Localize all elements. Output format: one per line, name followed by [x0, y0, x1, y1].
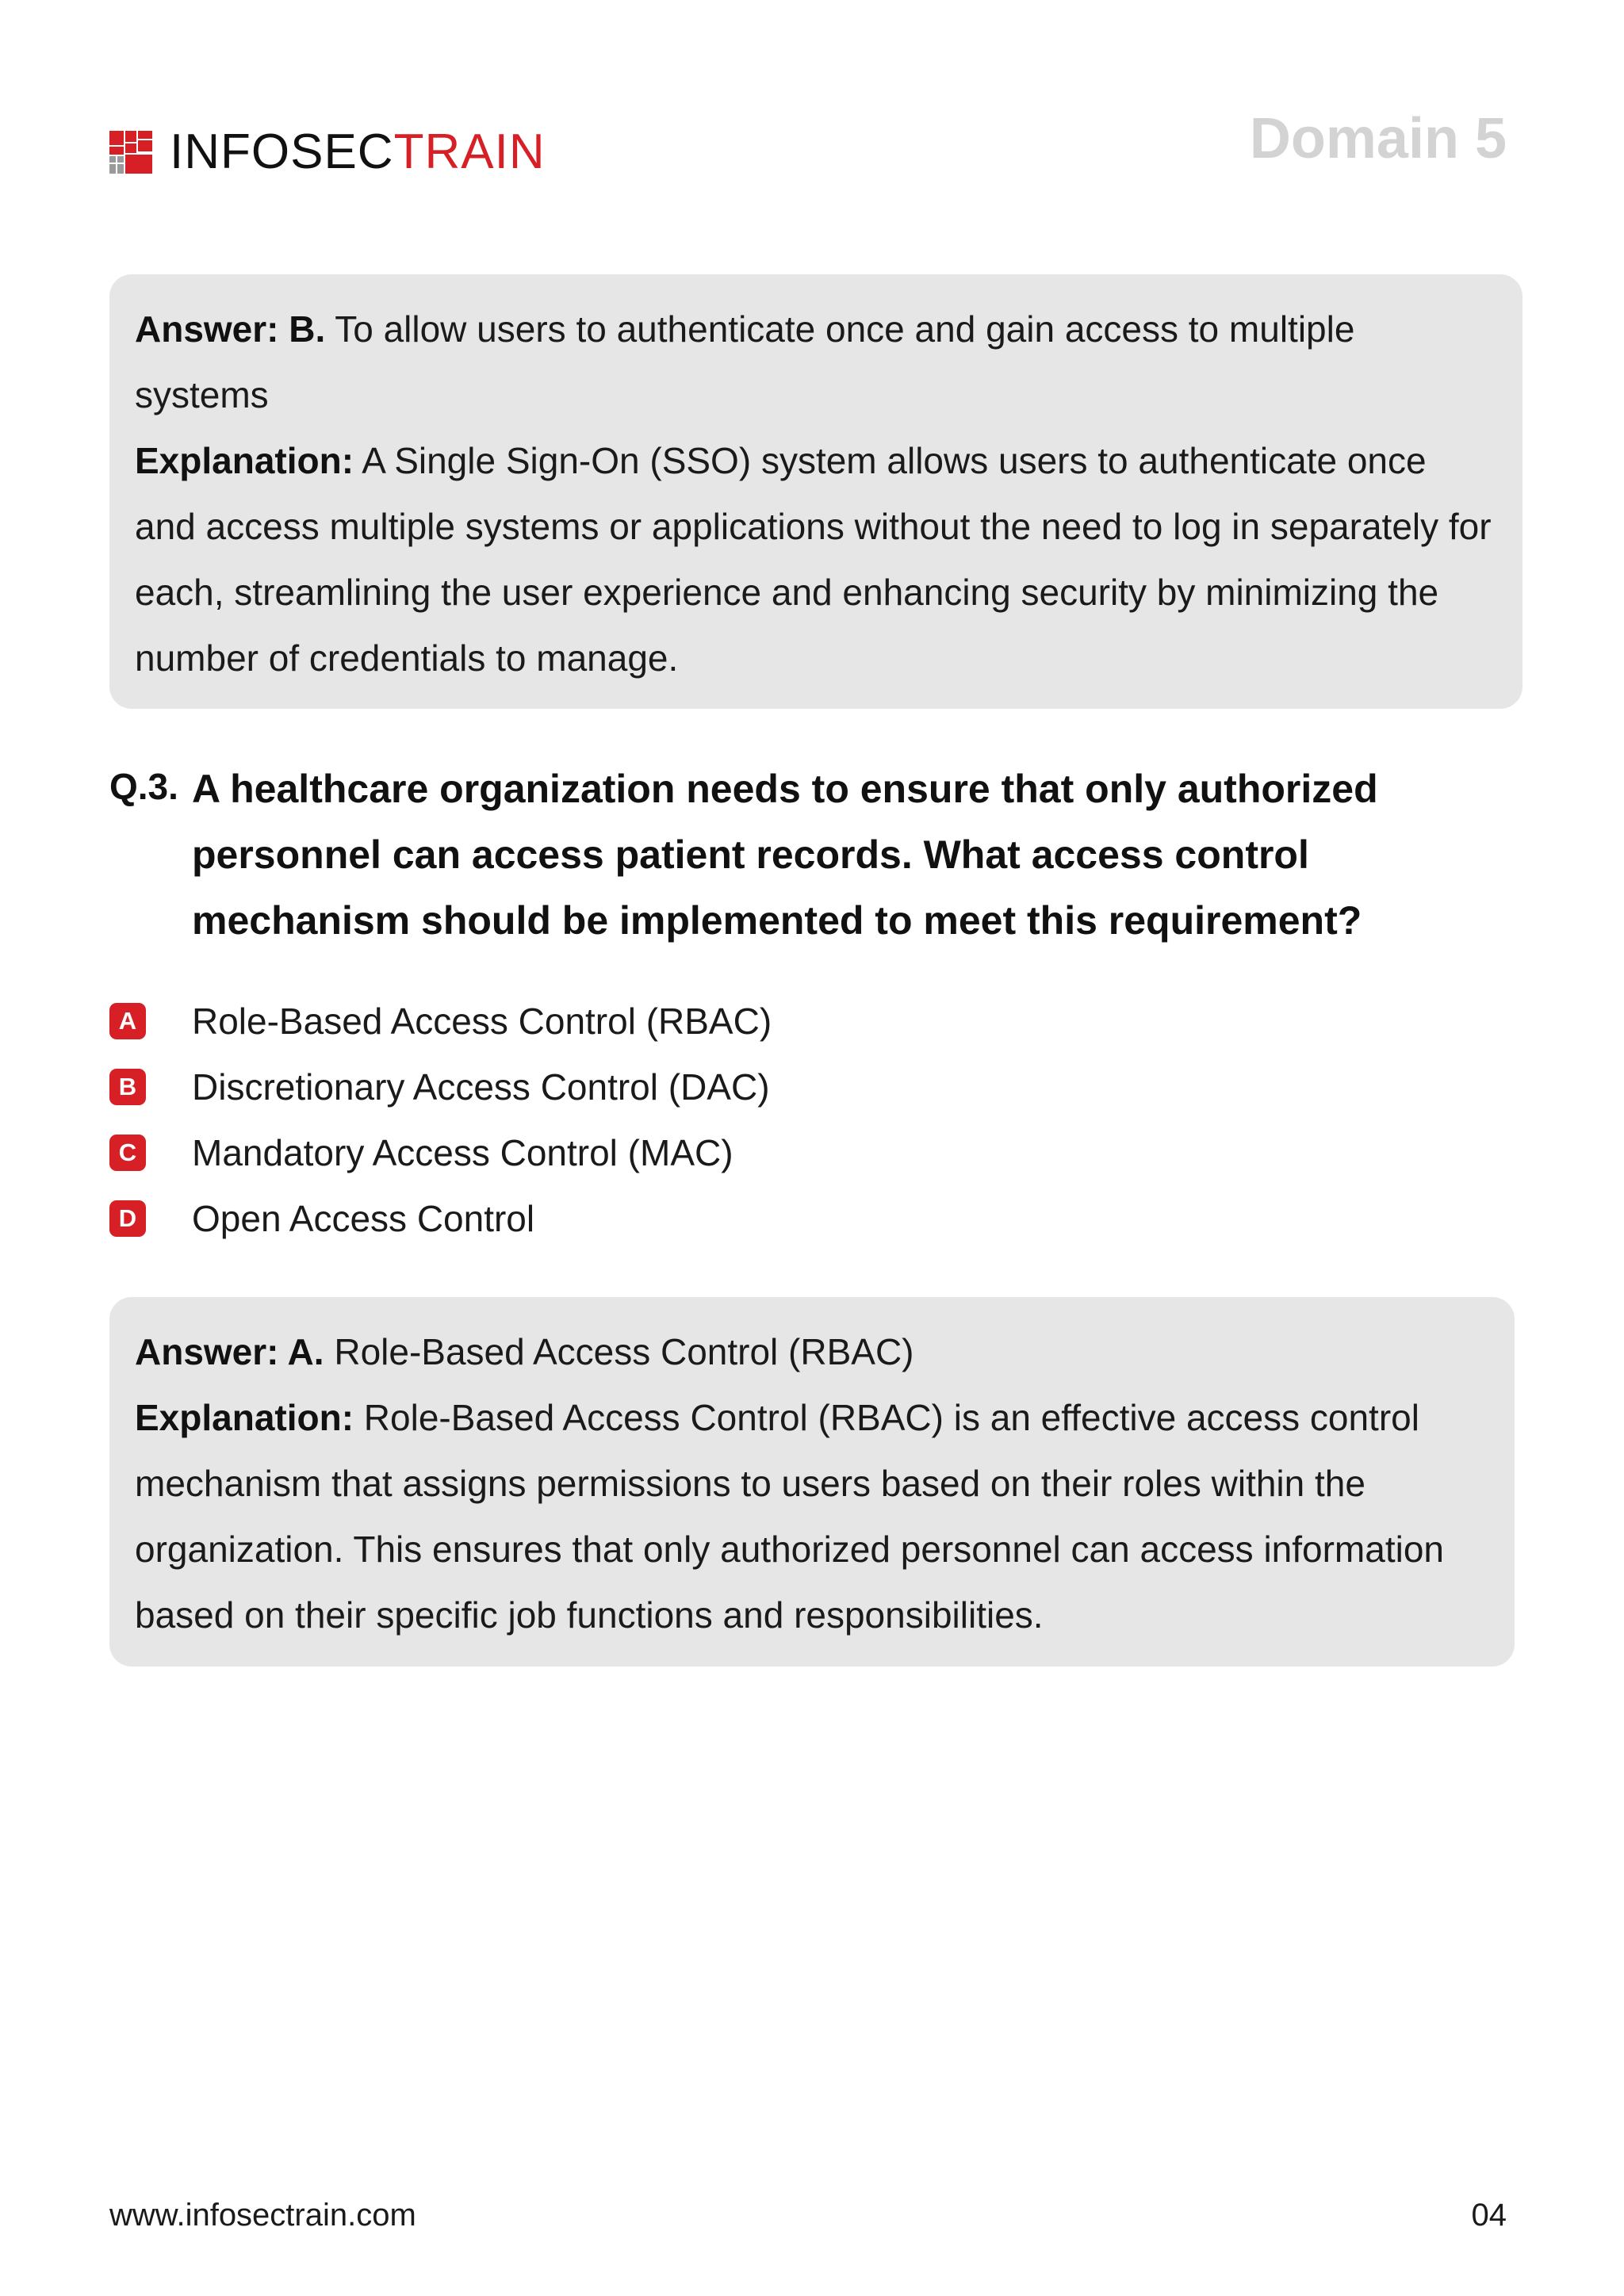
question-block [109, 756, 1505, 954]
option-d-badge: D [109, 1200, 146, 1237]
infosectrain-logo-mark-icon [109, 131, 152, 174]
option-a-badge: A [109, 1003, 146, 1039]
explanation-line [135, 1385, 1489, 1648]
option-b-badge: B [109, 1069, 146, 1105]
logo-text-dark: INFOSEC [170, 124, 394, 179]
option-b-text: Discretionary Access Control (DAC) [192, 1066, 770, 1108]
domain-label: Domain 5 [1249, 107, 1507, 170]
explanation-text: Role-Based Access Control (RBAC) is an effective access control mechanism that assigns permissions to users based on their roles within the organization. This ensures that only authorized personnel can access information based on their specific job functions and responsibilities. [135, 1397, 1444, 1636]
answer-label: Answer: B. [135, 308, 326, 350]
logo-text-red: TRAIN [393, 124, 546, 179]
answer-text: Role-Based Access Control (RBAC) [324, 1331, 914, 1372]
option-d-text: Open Access Control [192, 1197, 535, 1239]
option-d [109, 1185, 1378, 1251]
option-c [109, 1119, 1378, 1185]
option-a [109, 988, 1378, 1054]
answer-options-list [109, 988, 1378, 1251]
explanation-label: Explanation: [135, 1397, 354, 1438]
answer-box-previous [109, 274, 1522, 709]
explanation-text: A Single Sign-On (SSO) system allows users to authenticate once and access multiple systems or applications without the need to log in separately for each, streamlining the user experience and enhancing security by minimizing the number of credentials to manage. [135, 440, 1492, 679]
answer-label: Answer: A. [135, 1331, 324, 1372]
footer-website-link[interactable]: www.infosectrain.com [109, 2198, 416, 2233]
answer-line [135, 297, 1497, 428]
logo-wordmark [170, 124, 546, 179]
answer-line [135, 1319, 1489, 1385]
page-number: 04 [1471, 2198, 1507, 2233]
option-c-badge: C [109, 1135, 146, 1171]
company-logo [109, 124, 546, 179]
option-c-text: Mandatory Access Control (MAC) [192, 1131, 733, 1173]
answer-box-q3 [109, 1297, 1515, 1667]
question-text: A healthcare organization needs to ensure that only authorized personnel can access patient records. What access control mechanism should be implemented to meet this requirement? [192, 767, 1378, 943]
option-b [109, 1054, 1378, 1119]
option-a-text: Role-Based Access Control (RBAC) [192, 1000, 772, 1042]
answer-text: To allow users to authenticate once and gain access to multiple systems [135, 308, 1355, 415]
explanation-label: Explanation: [135, 440, 354, 481]
explanation-line [135, 428, 1497, 691]
question-number: Q.3. [109, 766, 178, 807]
